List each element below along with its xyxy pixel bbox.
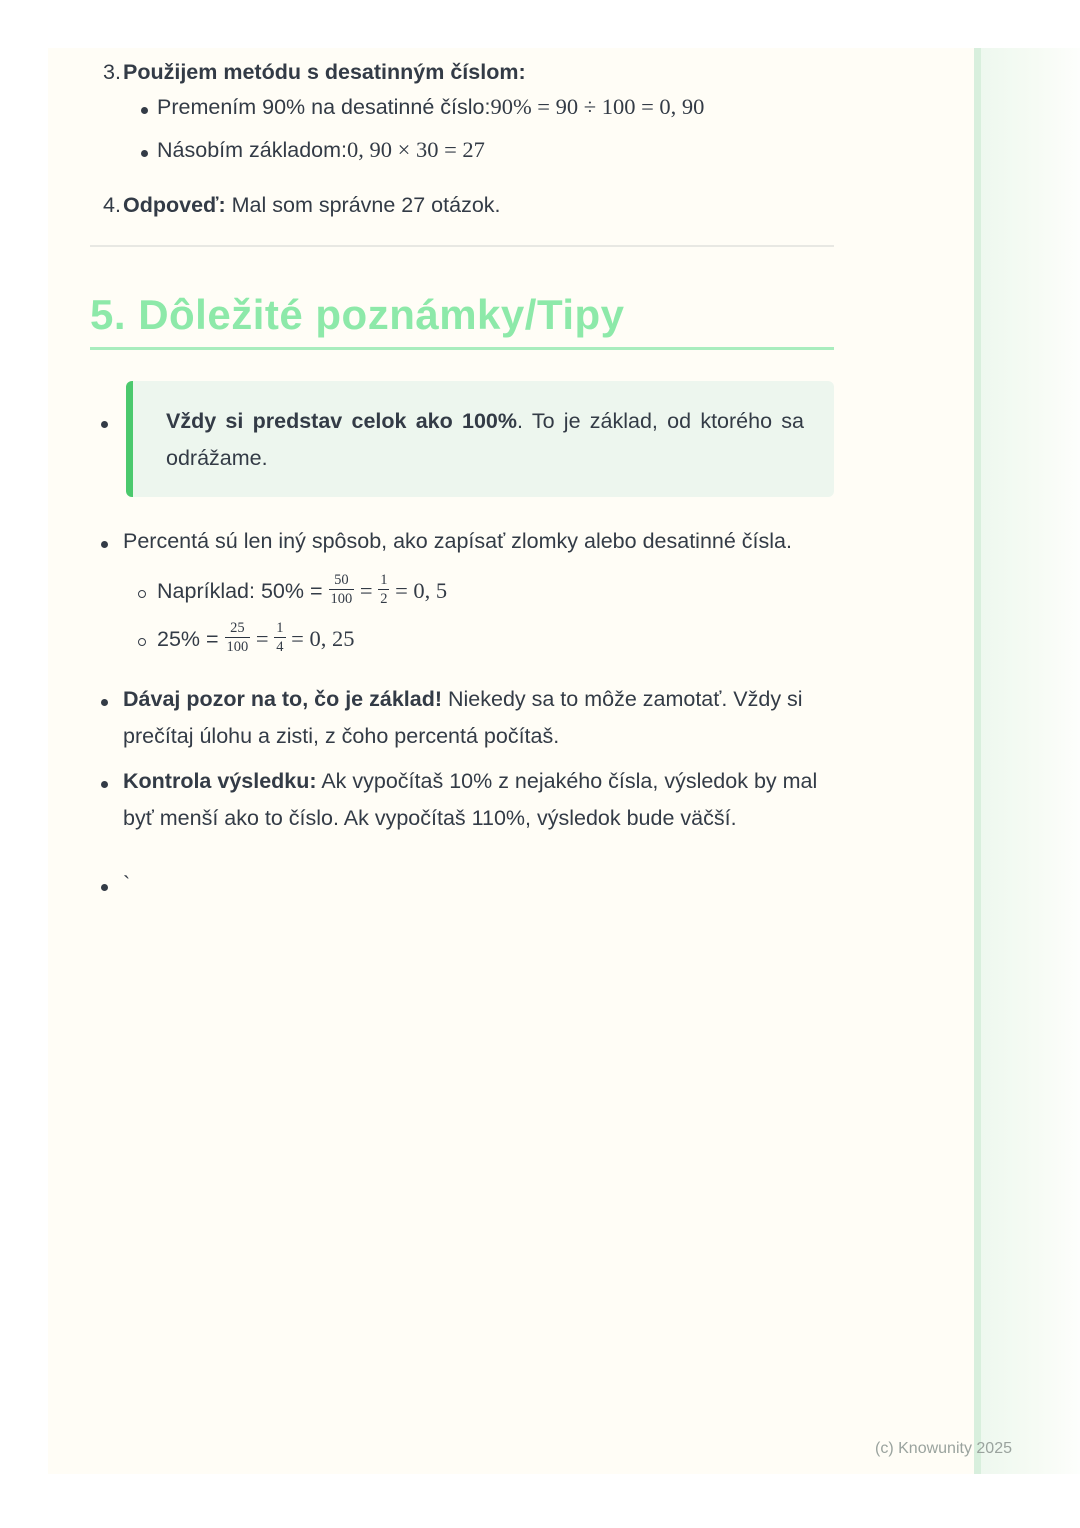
copyright-footer: (c) Knowunity 2025 bbox=[875, 1440, 1012, 1457]
bullet-premenim bbox=[90, 92, 834, 122]
side-accent-band bbox=[981, 48, 1080, 1474]
numbered-item-3-title: Použijem metódu s desatinným číslom: bbox=[123, 60, 526, 84]
document-page bbox=[48, 48, 1080, 1474]
bullet-dot-icon bbox=[101, 699, 108, 706]
bullet-davaj-text: Dávaj pozor na to, čo je základ! Niekedy sa to môže zamotať. Vždy si prečítaj úlohu a zisti, z čoho percentá počítaš. bbox=[123, 687, 803, 748]
list-number: 3. bbox=[103, 60, 121, 84]
math-fraction-expression: $\frac{25}{100}$ = $\frac{1}{4}$ = 0, 25 bbox=[226, 619, 355, 656]
numbered-item-3 bbox=[90, 57, 834, 87]
bullet-dot-icon bbox=[101, 541, 108, 548]
bullet-premenim-text: Premením 90% na desatinné číslo:90% = 90 ÷ 100 = 0, 90 bbox=[157, 94, 705, 119]
section-divider bbox=[90, 245, 834, 247]
bullet-kontrola bbox=[90, 763, 834, 837]
example-50-text: Napríklad: 50% = $\frac{50}{100}$ = $\frac{1}{2}$ = 0, 5 bbox=[157, 571, 448, 608]
heading-underline bbox=[90, 347, 834, 350]
example-25-text: 25% = $\frac{25}{100}$ = $\frac{1}{4}$ = 0, 25 bbox=[157, 619, 355, 656]
bullet-dot-icon bbox=[101, 421, 108, 428]
list-number: 4. bbox=[103, 193, 121, 217]
fraction: $\frac{50}{100}$ bbox=[330, 571, 353, 608]
fraction: $\frac{25}{100}$ bbox=[226, 619, 249, 656]
bullet-kontrola-text: Kontrola výsledku: Ak vypočítaš 10% z nejakého čísla, výsledok by mal byť menší ako to číslo. Ak vypočítaš 110%, výsledok bude väčší. bbox=[123, 769, 818, 830]
sub-bullet-example-50 bbox=[90, 569, 834, 613]
bullet-dot-icon bbox=[101, 884, 108, 891]
bullet-backtick bbox=[90, 869, 834, 899]
callout-rest-text: . To je základ, od ktorého sa odrážame. bbox=[166, 409, 804, 470]
math-fraction-expression: $\frac{50}{100}$ = $\frac{1}{2}$ = 0, 5 bbox=[330, 571, 448, 608]
bullet-circle-icon bbox=[138, 590, 146, 598]
bullet-backtick-text: ` bbox=[123, 872, 131, 896]
bullet-circle-icon bbox=[138, 638, 146, 646]
callout-bold-text: Vždy si predstav celok ako 100% bbox=[166, 409, 517, 433]
bullet-nasobim-text: Násobím základom:0, 90 × 30 = 27 bbox=[157, 137, 485, 162]
math-expression: 90% = 90 ÷ 100 = 0, 90 bbox=[490, 94, 705, 119]
bullet-dot-icon bbox=[141, 107, 148, 114]
bullet-percenta-text: Percentá sú len iný spôsob, ako zapísať zlomky alebo desatinné čísla. bbox=[123, 529, 792, 553]
fraction: $\frac{1}{2}$ bbox=[380, 571, 388, 608]
fraction: $\frac{1}{4}$ bbox=[276, 619, 284, 656]
section-5-heading: 5. Dôležité poznámky/Tipy bbox=[90, 291, 625, 338]
math-expression: 0, 90 × 30 = 27 bbox=[347, 137, 485, 162]
sub-bullet-example-25 bbox=[90, 617, 834, 661]
callout-bullet-row bbox=[90, 381, 834, 497]
numbered-item-4-text: Odpoveď: Mal som správne 27 otázok. bbox=[123, 193, 501, 217]
bullet-nasobim bbox=[90, 135, 834, 165]
callout-box bbox=[126, 381, 834, 497]
document-content bbox=[90, 57, 834, 899]
bullet-dot-icon bbox=[101, 781, 108, 788]
bullet-davaj-pozor bbox=[90, 681, 834, 755]
numbered-item-4 bbox=[90, 190, 834, 220]
bullet-dot-icon bbox=[141, 150, 148, 157]
bullet-percenta bbox=[90, 523, 834, 560]
side-accent-stripe bbox=[974, 48, 981, 1474]
